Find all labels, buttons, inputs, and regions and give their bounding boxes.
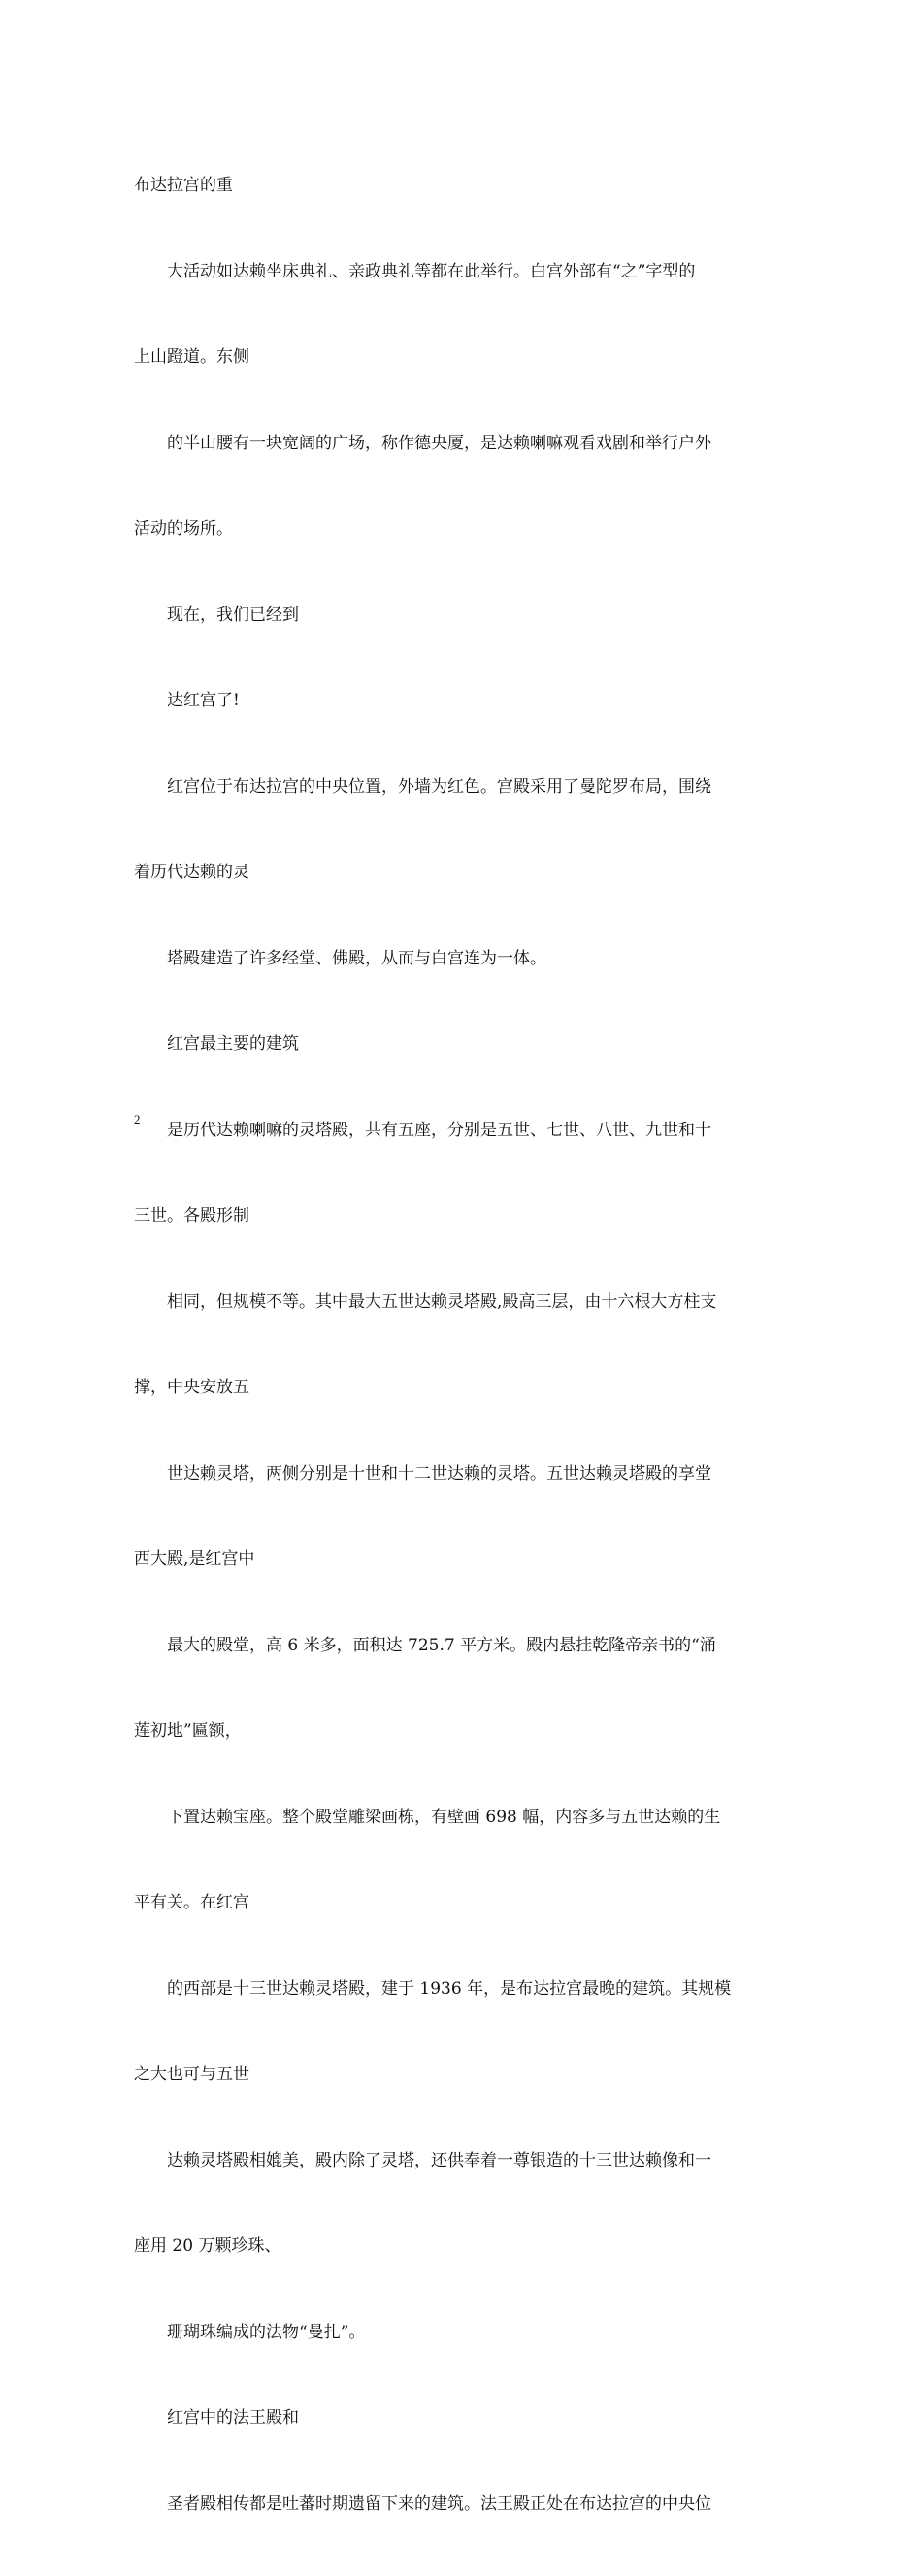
text-line: 最大的殿堂，高 6 米多，面积达 725.7 平方米。殿内悬挂乾隆帝亲书的“涌 xyxy=(167,1635,716,1655)
text-line: 着历代达赖的灵 xyxy=(134,863,249,882)
text-line: 现在，我们已经到 xyxy=(167,604,299,625)
text-line: 塔殿建造了许多经堂、佛殿，从而与白宫连为一体。 xyxy=(167,948,546,968)
text-line: 的西部是十三世达赖灵塔殿，建于 1936 年，是布达拉宫最晚的建筑。其规模 xyxy=(167,1978,732,1999)
text-line: 之大也可与五世 xyxy=(134,2065,249,2084)
text-line: 相同，但规模不等。其中最大五世达赖灵塔殿,殿高三层，由十六根大方柱支 xyxy=(167,1291,717,1312)
text-line: 座用 20 万颗珍珠、 xyxy=(134,2236,281,2256)
text-line: 活动的场所。 xyxy=(134,519,233,538)
text-line: 红宫中的法王殿和 xyxy=(167,2408,299,2428)
text-line: 珊瑚珠编成的法物“曼扎”。 xyxy=(167,2322,366,2342)
text-lines xyxy=(134,114,794,2576)
text-line: 平有关。在红宫 xyxy=(134,1893,249,1912)
text-line: 是历代达赖喇嘛的灵塔殿，共有五座，分别是五世、七世、八世、九世和十 xyxy=(167,1120,711,1140)
text-line: 西大殿,是红宫中 xyxy=(134,1549,255,1569)
text-line: 达赖灵塔殿相媲美，殿内除了灵塔，还供奉着一尊银造的十三世达赖像和一 xyxy=(167,2150,711,2170)
text-line: 圣者殿相传都是吐蕃时期遗留下来的建筑。法王殿正处在布达拉宫的中央位 xyxy=(167,2494,711,2514)
text-line: 的半山腰有一块宽阔的广场，称作德央厦，是达赖喇嘛观看戏剧和举行户外 xyxy=(167,433,711,453)
text-line: 红宫最主要的建筑 xyxy=(167,1034,299,1054)
text-line: 达红宫了! xyxy=(167,691,240,710)
text-line: 上山蹬道。东侧 xyxy=(134,347,249,367)
page-number: 2 xyxy=(134,1112,141,1126)
text-line: 大活动如达赖坐床典礼、亲政典礼等都在此举行。白宫外部有“之”字型的 xyxy=(167,261,696,281)
text-line: 世达赖灵塔，两侧分别是十世和十二世达赖的灵塔。五世达赖灵塔殿的享堂 xyxy=(167,1463,711,1484)
text-line: 红宫位于布达拉宫的中央位置，外墙为红色。宫殿采用了曼陀罗布局，围绕 xyxy=(167,776,711,797)
body-text xyxy=(134,114,794,2576)
text-line: 三世。各殿形制 xyxy=(134,1206,249,1225)
text-line: 布达拉宫的重 xyxy=(134,176,233,195)
text-line: 撑，中央安放五 xyxy=(134,1378,249,1397)
text-line: 莲初地”匾额， xyxy=(134,1721,242,1741)
text-line: 下置达赖宝座。整个殿堂雕梁画栋，有壁画 698 幅，内容多与五世达赖的生 xyxy=(167,1807,721,1827)
